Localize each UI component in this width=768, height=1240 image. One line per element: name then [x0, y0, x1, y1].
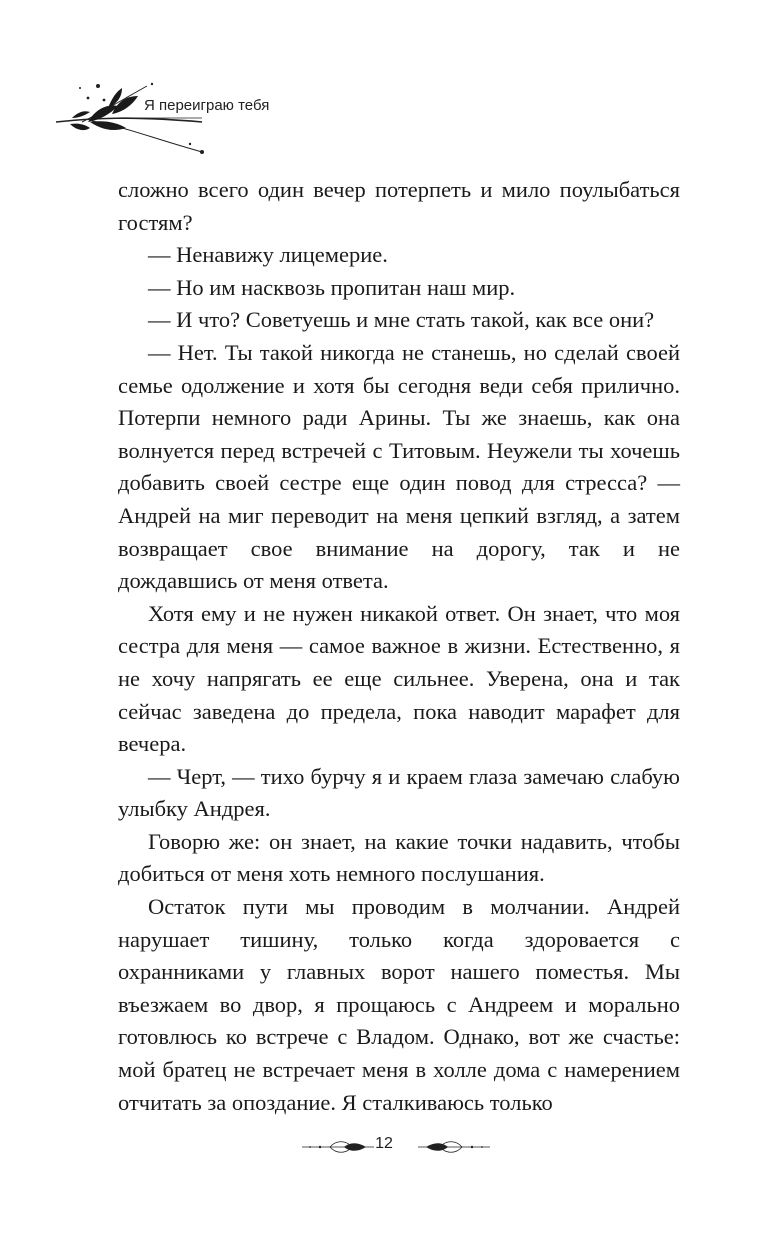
page-number: 12	[375, 1135, 393, 1152]
paragraph: — Но им насквозь пропитан наш мир.	[148, 274, 516, 300]
paragraph: Хотя ему и не нужен никакой ответ. Он знает, что моя сестра для меня — самое важное в жизни. Естественно, я не хочу напрягать ее еще сильнее. Уверена, она и так сейчас заведена до предела, пока наводит марафет для вечера.	[118, 600, 680, 757]
flourish-icon	[416, 1138, 492, 1156]
paragraph: сложно всего один вечер потерпеть и мило поулыбаться гостям?	[118, 177, 680, 235]
paragraph: Остаток пути мы проводим в молчании. Андрей нарушает тишину, только когда здоровается с охранниками у главных ворот нашего поместья. Мы въезжаем во двор, я прощаюсь с Андреем и морально готовлюсь ко встрече с Владом. Однако, вот же счастье: мой братец не встречает меня в холле дома с намерением отчитать за опоздание. Я сталкиваюсь только	[118, 894, 680, 1115]
running-title: Я переиграю тебя	[144, 97, 270, 114]
page-footer	[0, 1132, 768, 1162]
paragraph: — Черт, — тихо бурчу я и краем глаза замечаю слабую улыбку Андрея.	[118, 763, 680, 822]
paragraph: — Ненавижу лицемерие.	[148, 242, 388, 268]
paragraph: Говорю же: он знает, на какие точки надавить, чтобы добиться от меня хоть немного послушания.	[118, 828, 680, 887]
running-header	[52, 78, 292, 158]
page-body-text	[118, 174, 680, 1119]
paragraph: — Нет. Ты такой никогда не станешь, но сделай своей семье одолжение и хотя бы сегодня веди себя прилично. Потерпи немного ради Арины. Ты же знаешь, как она волнуется перед встречей с Титовым. Неужели ты хочешь добавить своей сестре еще один повод для стресса? — Андрей на миг переводит на меня цепкий взгляд, а затем возвращает свое внимание на дорогу, так и не дождавшись от меня ответа.	[118, 339, 680, 594]
floral-sprig-icon	[52, 78, 292, 158]
paragraph: — И что? Советуешь и мне стать такой, как все они?	[148, 307, 655, 333]
